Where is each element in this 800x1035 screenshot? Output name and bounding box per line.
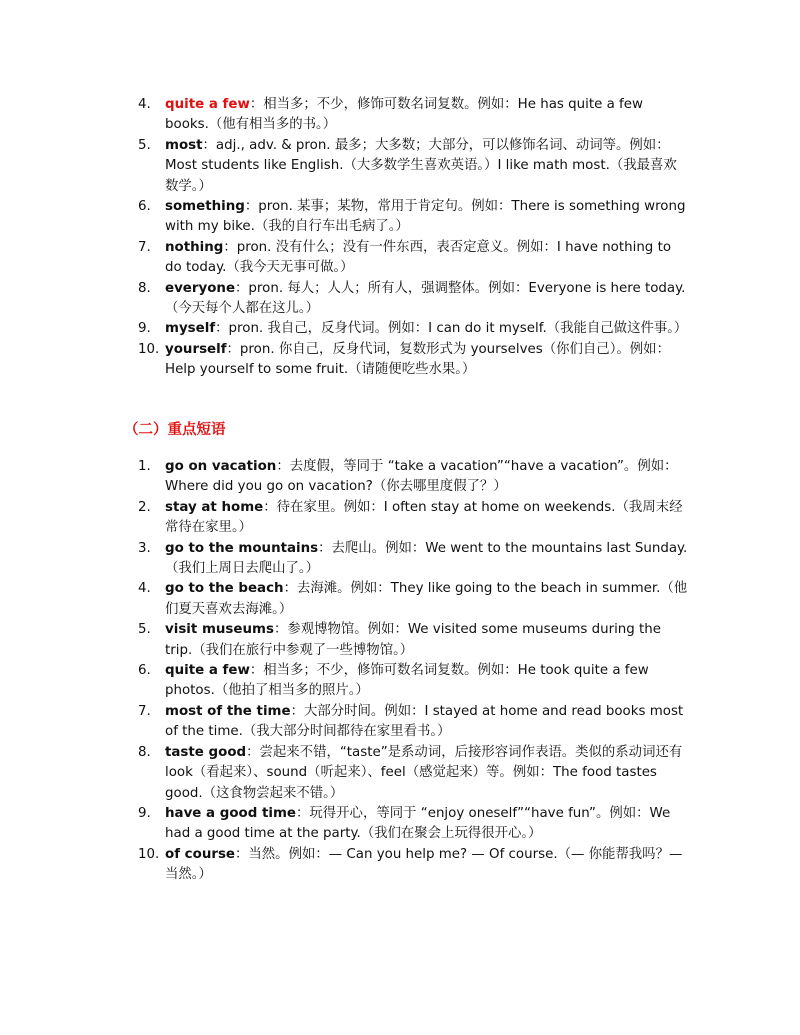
list-item (138, 579, 690, 620)
item-term: something (165, 199, 245, 215)
item-term: everyone (165, 280, 236, 296)
item-number: 9. (138, 805, 151, 821)
item-number: 4. (138, 581, 151, 597)
list-item (138, 136, 690, 197)
list-item (138, 661, 690, 702)
item-number: 8. (138, 280, 151, 296)
list-item (138, 279, 690, 320)
item-description: ：pron. 某事；某物，常用于肯定句。例如：There is something wrong with my bike.（我的自行车出毛病了。） (165, 199, 686, 235)
item-description: ：相当多；不少，修饰可数名词复数。例如：He has quite a few books.（他有相当多的书。） (165, 97, 643, 133)
item-term: of course (165, 846, 236, 862)
item-number: 6. (138, 663, 151, 679)
item-term: nothing (165, 239, 224, 255)
item-number: 8. (138, 744, 151, 760)
list-item (138, 95, 690, 136)
item-term: most of the time (165, 703, 291, 719)
list-item (138, 539, 690, 580)
list-item (138, 340, 690, 381)
item-description: ：pron. 你自己，反身代词，复数形式为 yourselves（你们自己）。例如：Help yourself to some fruit.（请随便吃些水果。） (165, 341, 670, 378)
phrase-list (138, 457, 690, 886)
list-item (138, 319, 690, 339)
item-term: quite a few (165, 97, 250, 112)
item-term: taste good (165, 744, 247, 760)
item-term: yourself (165, 341, 227, 357)
list-item (138, 620, 690, 661)
item-description: ：pron. 没有什么；没有一件东西，表否定意义。例如：I have nothing to do today.（我今天无事可做。） (165, 239, 672, 276)
item-term: go to the beach (165, 581, 284, 597)
list-item (138, 457, 690, 498)
section-heading: （二）重点短语 (124, 422, 226, 438)
item-term: go on vacation (165, 459, 277, 474)
item-description: ：待在家里。例如：I often stay at home on weekends.（我周末经常待在家里。） (165, 499, 683, 536)
list-item (138, 702, 690, 743)
list-item (138, 197, 690, 238)
item-term: most (165, 137, 203, 153)
item-description: ：相当多；不少，修饰可数名词复数。例如：He took quite a few photos.（他拍了相当多的照片。） (165, 663, 649, 699)
list-item (138, 498, 690, 539)
item-description: ：去爬山。例如：We went to the mountains last Sunday.（我们上周日去爬山了。） (165, 540, 688, 577)
item-description: ：去海滩。例如：They like going to the beach in summer.（他们夏天喜欢去海滩。） (165, 581, 688, 617)
item-number: 10. (138, 846, 160, 862)
item-number: 2. (138, 499, 151, 515)
item-term: have a good time (165, 805, 296, 821)
item-number: 6. (138, 199, 151, 215)
vocabulary-list (138, 95, 690, 381)
item-description: ：adj., adv. & pron. 最多；大多数；大部分，可以修饰名词、动词等。例如：Most students like English.（大多数学生喜欢英语。）I like math most.（我最喜欢数学。） (165, 137, 677, 194)
item-number: 7. (138, 239, 151, 255)
list-item (138, 845, 690, 886)
item-number: 5. (138, 137, 151, 153)
item-term: stay at home (165, 499, 264, 515)
item-number: 4. (138, 97, 151, 112)
list-item (138, 743, 690, 804)
item-number: 7. (138, 703, 151, 719)
item-description: ：尝起来不错，“taste”是系动词，后接形容词作表语。类似的系动词还有 look（看起来）、sound（听起来）、feel（感觉起来）等。例如：The food tastes good.（这食物尝起来不错。） (165, 744, 683, 801)
item-description: ：大部分时间。例如：I stayed at home and read books most of the time.（我大部分时间都待在家里看书。） (165, 703, 684, 740)
item-number: 10. (138, 341, 160, 357)
item-description: ：当然。例如：— Can you help me? — Of course.（— 你能帮我吗？— 当然。） (165, 846, 683, 883)
item-term: quite a few (165, 663, 250, 679)
item-description: ：参观博物馆。例如：We visited some museums during the trip.（我们在旅行中参观了一些博物馆。） (165, 622, 662, 658)
list-item (138, 804, 690, 845)
item-number: 3. (138, 540, 151, 556)
item-number: 9. (138, 321, 151, 337)
item-term: visit museums (165, 622, 274, 638)
item-description: ：pron. 我自己，反身代词。例如：I can do it myself.（我能自己做这件事。） (215, 321, 688, 337)
item-description: ：pron. 每人；人人；所有人，强调整体。例如：Everyone is here today.（今天每个人都在这儿。） (165, 280, 686, 317)
list-item (138, 238, 690, 279)
item-number: 5. (138, 622, 151, 638)
item-term: myself (165, 321, 216, 337)
item-description: ：去度假，等同于 “take a vacation”“have a vacation”。例如：Where did you go on vacation?（你去哪里度假了？） (165, 459, 678, 495)
item-term: go to the mountains (165, 540, 319, 556)
item-description: ：玩得开心，等同于 “enjoy oneself”“have fun”。例如：We had a good time at the party.（我们在聚会上玩得很开心。） (165, 805, 671, 842)
item-number: 1. (138, 459, 151, 474)
